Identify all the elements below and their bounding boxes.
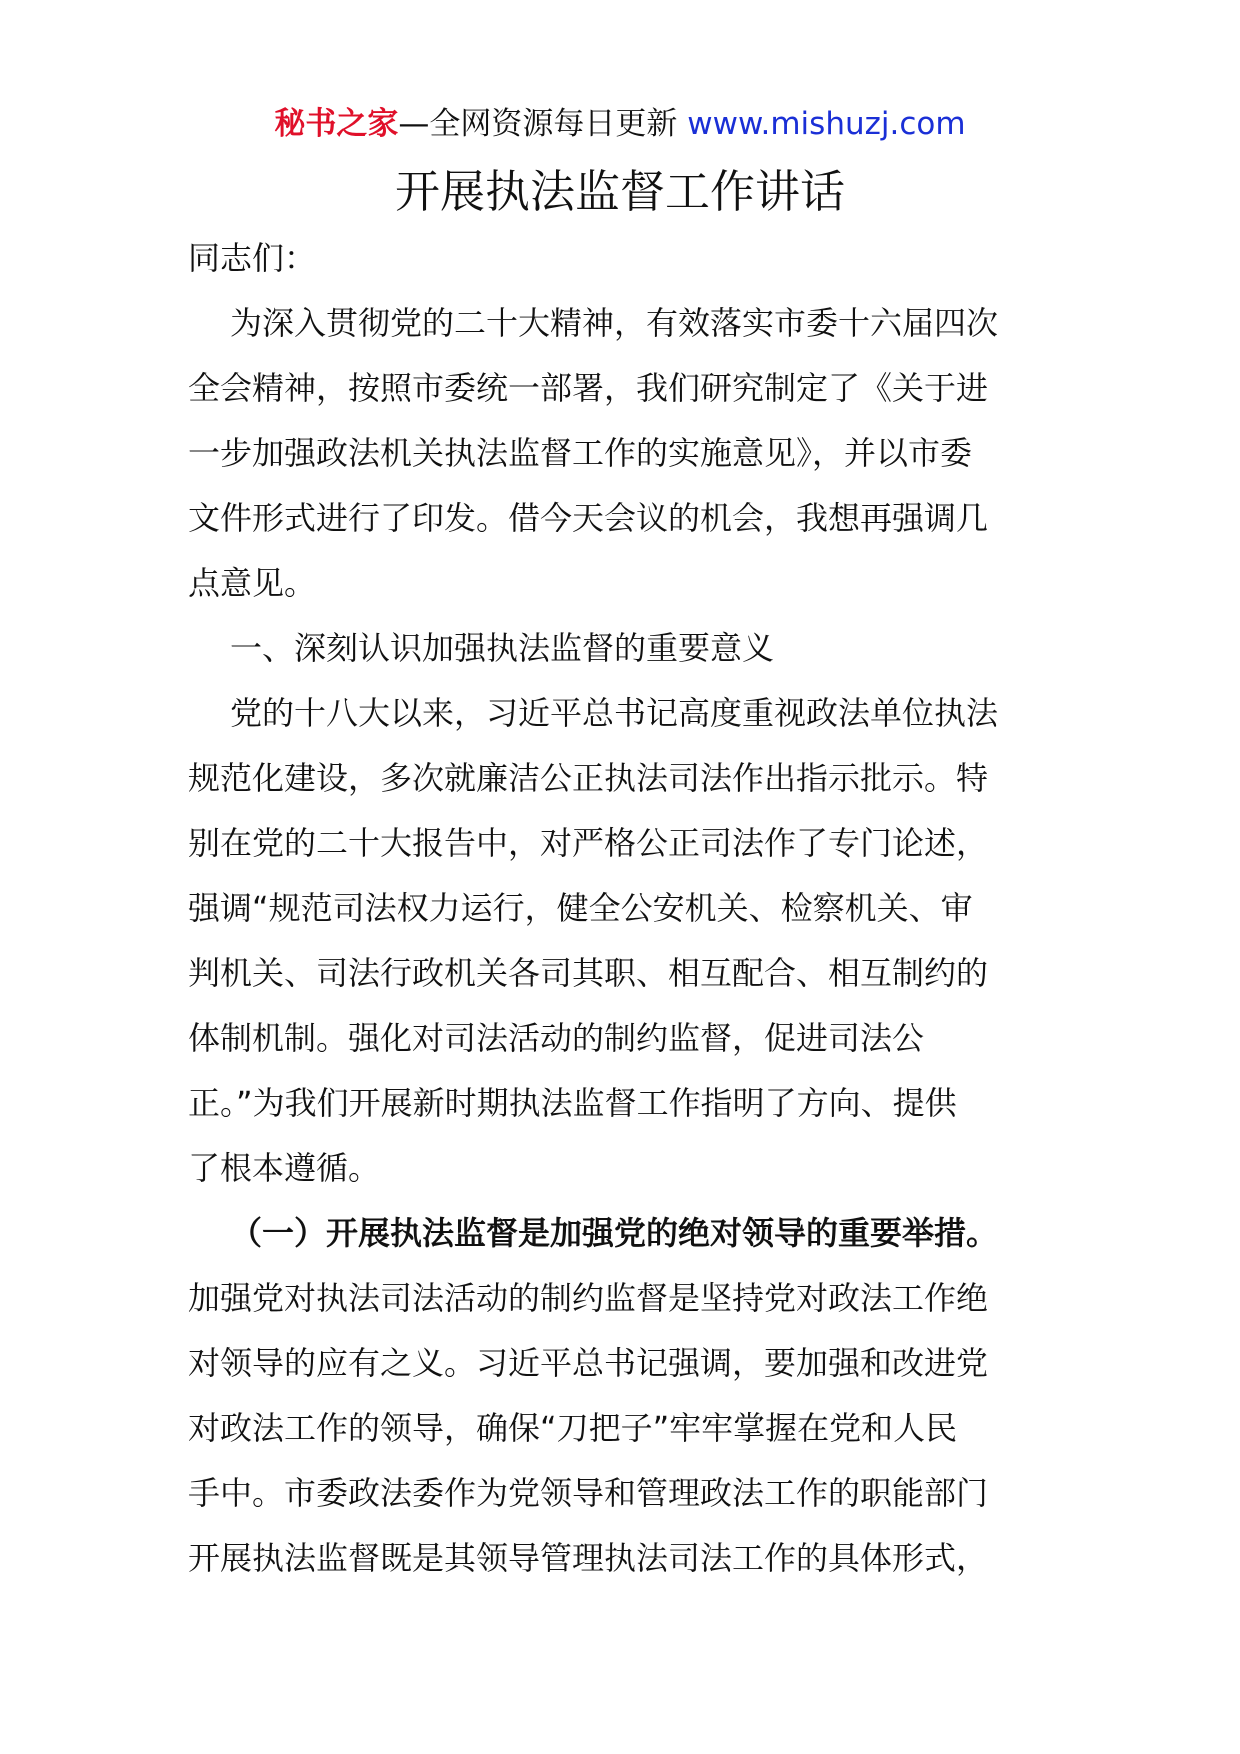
site-header (0, 100, 1240, 148)
text-line: 正。”为我们开展新时期执法监督工作指明了方向、提供 (188, 1084, 957, 1122)
text-line: 加强党对执法司法活动的制约监督是坚持党对政法工作绝 (188, 1279, 989, 1317)
document-body (188, 226, 1058, 1591)
text-line: 对领导的应有之义。习近平总书记强调，要加强和改进党 (188, 1344, 989, 1382)
text-line: 点意见。 (188, 564, 317, 602)
text-line: 体制机制。强化对司法活动的制约监督，促进司法公 (188, 1019, 925, 1057)
header-slogan: —全网资源每日更新 (398, 106, 678, 142)
salutation-line: 同志们： (188, 239, 317, 277)
text-line: 手中。市委政法委作为党领导和管理政法工作的职能部门 (188, 1474, 989, 1512)
brand-name: 秘书之家 (274, 106, 399, 142)
text-line: 党的十八大以来，习近平总书记高度重视政法单位执法 (230, 694, 999, 732)
text-line: 了根本遵循。 (188, 1149, 381, 1187)
subsection-heading: （一）开展执法监督是加强党的绝对领导的重要举措。 (230, 1214, 999, 1252)
text-line: 判机关、司法行政机关各司其职、相互配合、相互制约的 (188, 954, 989, 992)
text-line: 开展执法监督既是其领导管理执法司法工作的具体形式， (188, 1539, 989, 1577)
document-title: 开展执法监督工作讲话 (394, 165, 845, 218)
text-line: 一步加强政法机关执法监督工作的实施意见》，并以市委 (188, 434, 973, 472)
site-url-link[interactable]: www.mishuzj.com (687, 106, 966, 142)
text-line: 全会精神，按照市委统一部署，我们研究制定了《关于进 (188, 369, 989, 407)
text-line: 强调“规范司法权力运行，健全公安机关、检察机关、审 (188, 889, 973, 927)
text-line: 文件形式进行了印发。借今天会议的机会，我想再强调几 (188, 499, 989, 537)
text-line: 为深入贯彻党的二十大精神，有效落实市委十六届四次 (230, 304, 999, 342)
section-heading: 一、深刻认识加强执法监督的重要意义 (230, 629, 775, 667)
text-line: 规范化建设，多次就廉洁公正执法司法作出指示批示。特 (188, 759, 989, 797)
text-line: 别在党的二十大报告中，对严格公正司法作了专门论述， (188, 824, 989, 862)
text-line: 对政法工作的领导，确保“刀把子”牢牢掌握在党和人民 (188, 1409, 958, 1447)
